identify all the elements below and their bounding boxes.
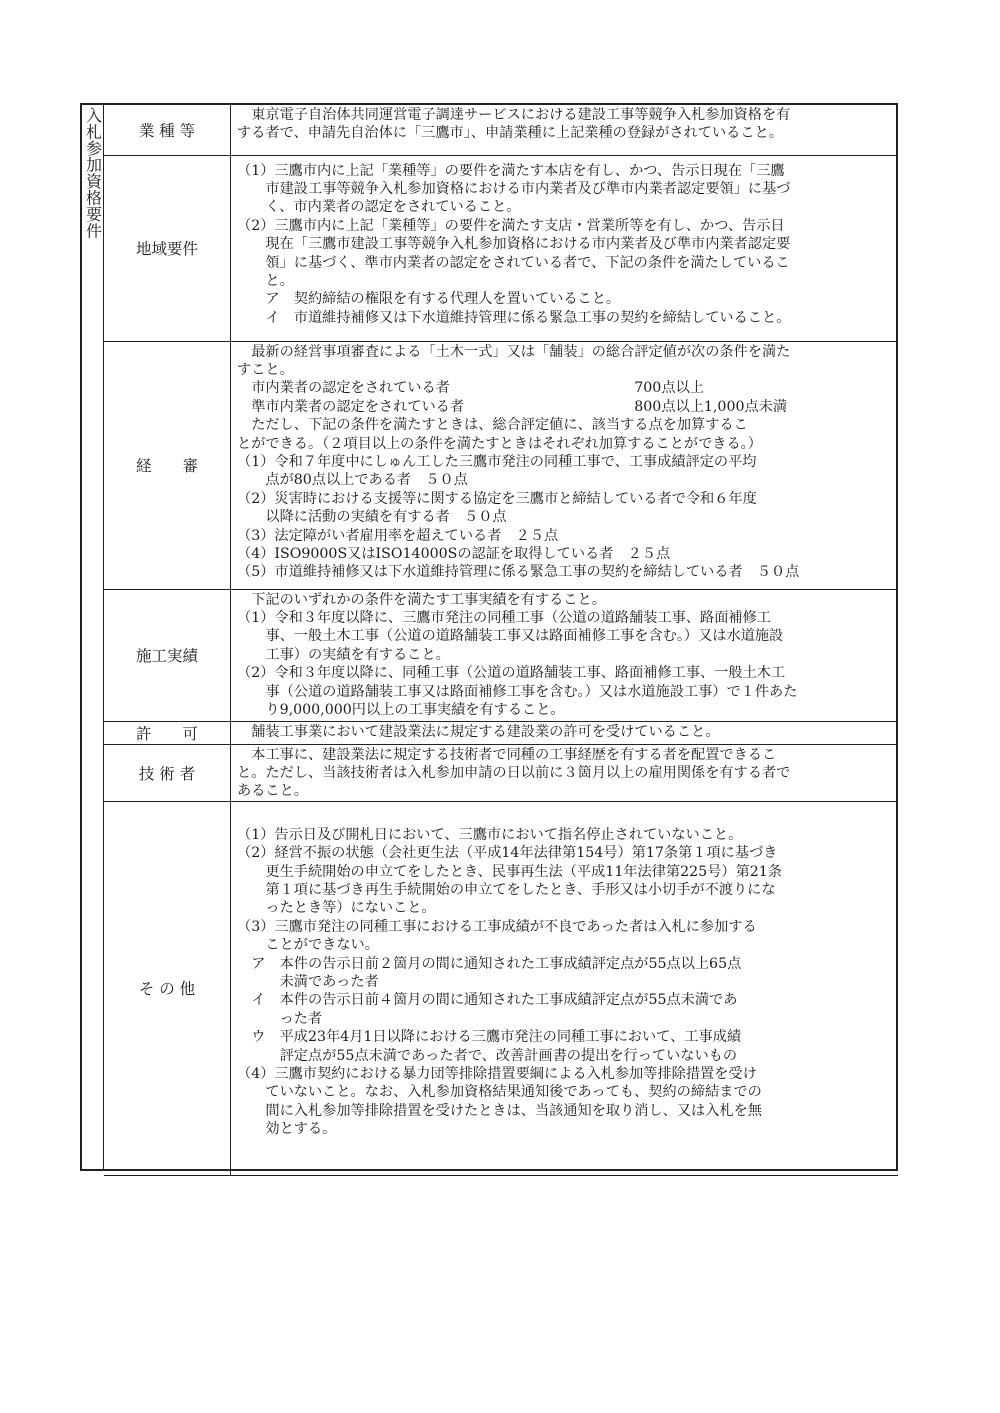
table-row (104, 341, 898, 589)
row-content: 舗装工事業において建設業法に規定する建設業の許可を受けていること。 (231, 721, 899, 744)
row-content: （1）三鷹市内に上記「業種等」の要件を満たす本店を有し、かつ、告示日現在「三鷹 市建設工事等競争入札参加資格における市内業者及び準市内業者認定要領」に基づ く、市内業者の認定をされていること。 （2）三鷹市内に上記「業種等」の要件を満たす支店・営業所等を有し、かつ、告示日 現在「三鷹市建設工事等競争入札参加資格における市内業者及び準市内業者認定要 領」に基づく、準市内業者の認定をされている者で、下記の条件を満たしているこ と。 ア 契約締結の権限を有する代理人を置いていること。 イ 市道維持補修又は下水道維持管理に係る緊急工事の契約を締結していること。 (231, 155, 899, 341)
row-content: 最新の経営事項審査による「土木一式」又は「舗装」の総合評定値が次の条件を満た すこと。 市内業者の認定をされている者 700点以上 準市内業者の認定をされている者 800点以上1,000点未満 ただし、下記の条件を満たすときは、総合評定値に、該当する点を加算するこ とができる。（２項目以上の条件を満たすときはそれぞれ加算することができる。） （1）令和７年度中にしゅん工した三鷹市発注の同種工事で、工事成績評定の平均 点が80点以上である者 ５０点 （2）災害時における支援等に関する協定を三鷹市と締結している者で令和６年度 以降に活動の実績を有する者 ５０点 （3）法定障がい者雇用率を超えている者 ２５点 （4）ISO9000S又はISO14000Sの認証を取得している者 ２５点 （5）市道維持補修又は下水道維持管理に係る緊急工事の契約を締結している者 ５０点 (231, 341, 899, 589)
row-label: 技 術 者 (104, 744, 231, 801)
table-row (104, 589, 898, 721)
table-row (104, 801, 898, 1175)
table-row (104, 744, 898, 801)
row-content: 本工事に、建設業法に規定する技術者で同種の工事経歴を有する者を配置できるこ と。ただし、当該技術者は入札参加申請の日以前に３箇月以上の雇用関係を有する者で あること。 (231, 744, 899, 801)
row-label: 地域要件 (104, 155, 231, 341)
section-title-column (82, 105, 104, 1169)
row-content: （1）告示日及び開札日において、三鷹市において指名停止されていないこと。 （2）経営不振の状態（会社更生法（平成14年法律第154号）第17条第１項に基づき 更生手続開始の申立てをしたとき、民事再生法（平成11年法律第225号）第21条 第１項に基づき再生手続開始の申立てをしたとき、手形又は小切手が不渡りにな ったとき等）にないこと。 （3）三鷹市発注の同種工事における工事成績が不良であった者は入札に参加する ことができない。 ア 本件の告示日前２箇月の間に通知された工事成績評定点が55点以上65点 未満であった者 イ 本件の告示日前４箇月の間に通知された工事成績評定点が55点未満であ った者 ウ 平成23年4月1日以降における三鷹市発注の同種工事において、工事成績 評定点が55点未満であった者で、改善計画書の提出を行っていないもの （4）三鷹市契約における暴力団等排除措置要綱による入札参加等排除措置を受け ていないこと。なお、入札参加資格結果通知後であっても、契約の締結までの 間に入札参加等排除措置を受けたときは、当該通知を取り消し、又は入札を無 効とする。 (231, 801, 899, 1175)
table-row (104, 155, 898, 341)
table-row (104, 105, 898, 155)
section-title: 入札参加資格要件 (83, 107, 103, 239)
row-content: 東京電子自治体共同運営電子調達サービスにおける建設工事等競争入札参加資格を有 する者で、申請先自治体に「三鷹市」、申請業種に上記業種の登録がされていること。 (231, 105, 899, 155)
row-label: そ の 他 (104, 801, 231, 1175)
row-label: 経 審 (104, 341, 231, 589)
requirements-table (104, 105, 898, 1176)
row-label: 施工実績 (104, 589, 231, 721)
row-label: 業 種 等 (104, 105, 231, 155)
row-label: 許 可 (104, 721, 231, 744)
requirements-sheet (80, 103, 898, 1171)
row-content: 下記のいずれかの条件を満たす工事実績を有すること。 （1）令和３年度以降に、三鷹市発注の同種工事（公道の道路舗装工事、路面補修工 事、一般土木工事（公道の道路舗装工事又は路面補修工事を含む。）又は水道施設 工事）の実績を有すること。 （2）令和３年度以降に、同種工事（公道の道路舗装工事、路面補修工事、一般土木工 事（公道の道路舗装工事又は路面補修工事を含む。）又は水道施設工事）で１件あた り9,000,000円以上の工事実績を有すること。 (231, 589, 899, 721)
table-row (104, 721, 898, 744)
